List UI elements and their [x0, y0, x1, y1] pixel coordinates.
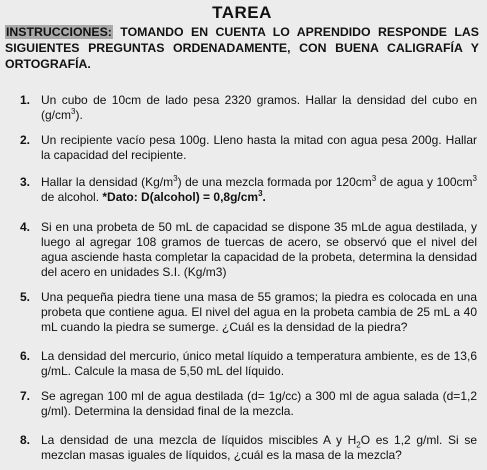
question-number: 1.	[20, 93, 31, 107]
question-number: 2.	[20, 133, 31, 147]
question-text: La densidad de una mezcla de líquidos miscibles A y $H_2O$ es 1,2 g/ml. Si se mezclan masas iguales de líquidos, ¿cuál es la masa de la mezcla?	[41, 433, 477, 462]
question-text: Si en una probeta de 50 mL de capacidad se dispone 35 mLde agua destilada, y luego al agregar 108 gramos de tuercas de acero, se observó que el nivel del agua asciende hasta completar la capacidad de la probeta, determina la densidad del acero en unidades S.I. (Kg/m3)	[41, 220, 477, 279]
question-text: Se agregan 100 ml de agua destilada (d= 1g/cc) a 300 ml de agua salada (d=1,2 g/ml). Determina la densidad final de la mezcla.	[41, 389, 477, 418]
question-text: Hallar la densidad $(Kg/m^3)$ de una mezcla formada por $120cm^3$ de agua y $100cm^3$ de alcohol. *Dato: D(alcohol) = $0,8g/cm^3$.	[41, 174, 477, 204]
instructions	[5, 24, 479, 72]
question-5	[20, 290, 477, 335]
question-3	[20, 175, 477, 205]
question-text: La densidad del mercurio, único metal líquido a temperatura ambiente, es de 13,6 g/mL. Calcule la masa de 5,50 mL del líquido.	[41, 349, 477, 378]
question-text: Un recipiente vacío pesa 100g. Lleno hasta la mitad con agua pesa 200g. Hallar la capacidad del recipiente.	[41, 133, 477, 162]
question-number: 8.	[20, 433, 31, 447]
page-title: TAREA	[212, 3, 272, 22]
question-7	[20, 389, 477, 419]
question-text: Una pequeña piedra tiene una masa de 55 gramos; la piedra es colocada en una probeta que contiene agua. El nivel del agua en la probeta cambia de 25 mL a 40 mL cuando la piedra se sumerge. ¿Cuál es la densidad de la piedra?	[41, 290, 477, 334]
question-text: Un cubo de 10cm de lado pesa 2320 gramos. Hallar la densidad del cubo en $(g/cm^3)$.	[41, 93, 477, 122]
question-1	[20, 93, 477, 123]
instructions-label: INSTRUCCIONES:	[6, 25, 112, 39]
question-number: 7.	[20, 389, 31, 403]
question-6	[20, 349, 477, 379]
question-4	[20, 220, 477, 280]
question-8	[20, 433, 477, 463]
question-number: 5.	[20, 290, 31, 304]
question-number: 4.	[20, 220, 31, 234]
instructions-text: TOMANDO EN CUENTA LO APRENDIDO RESPONDE LAS SIGUIENTES PREGUNTAS ORDENADAMENTE, CON BUENA CALIGRAFÍA Y ORTOGRAFÍA.	[5, 25, 479, 71]
question-2	[20, 133, 477, 163]
question-number: 6.	[20, 349, 31, 363]
question-number: 3.	[20, 175, 31, 189]
